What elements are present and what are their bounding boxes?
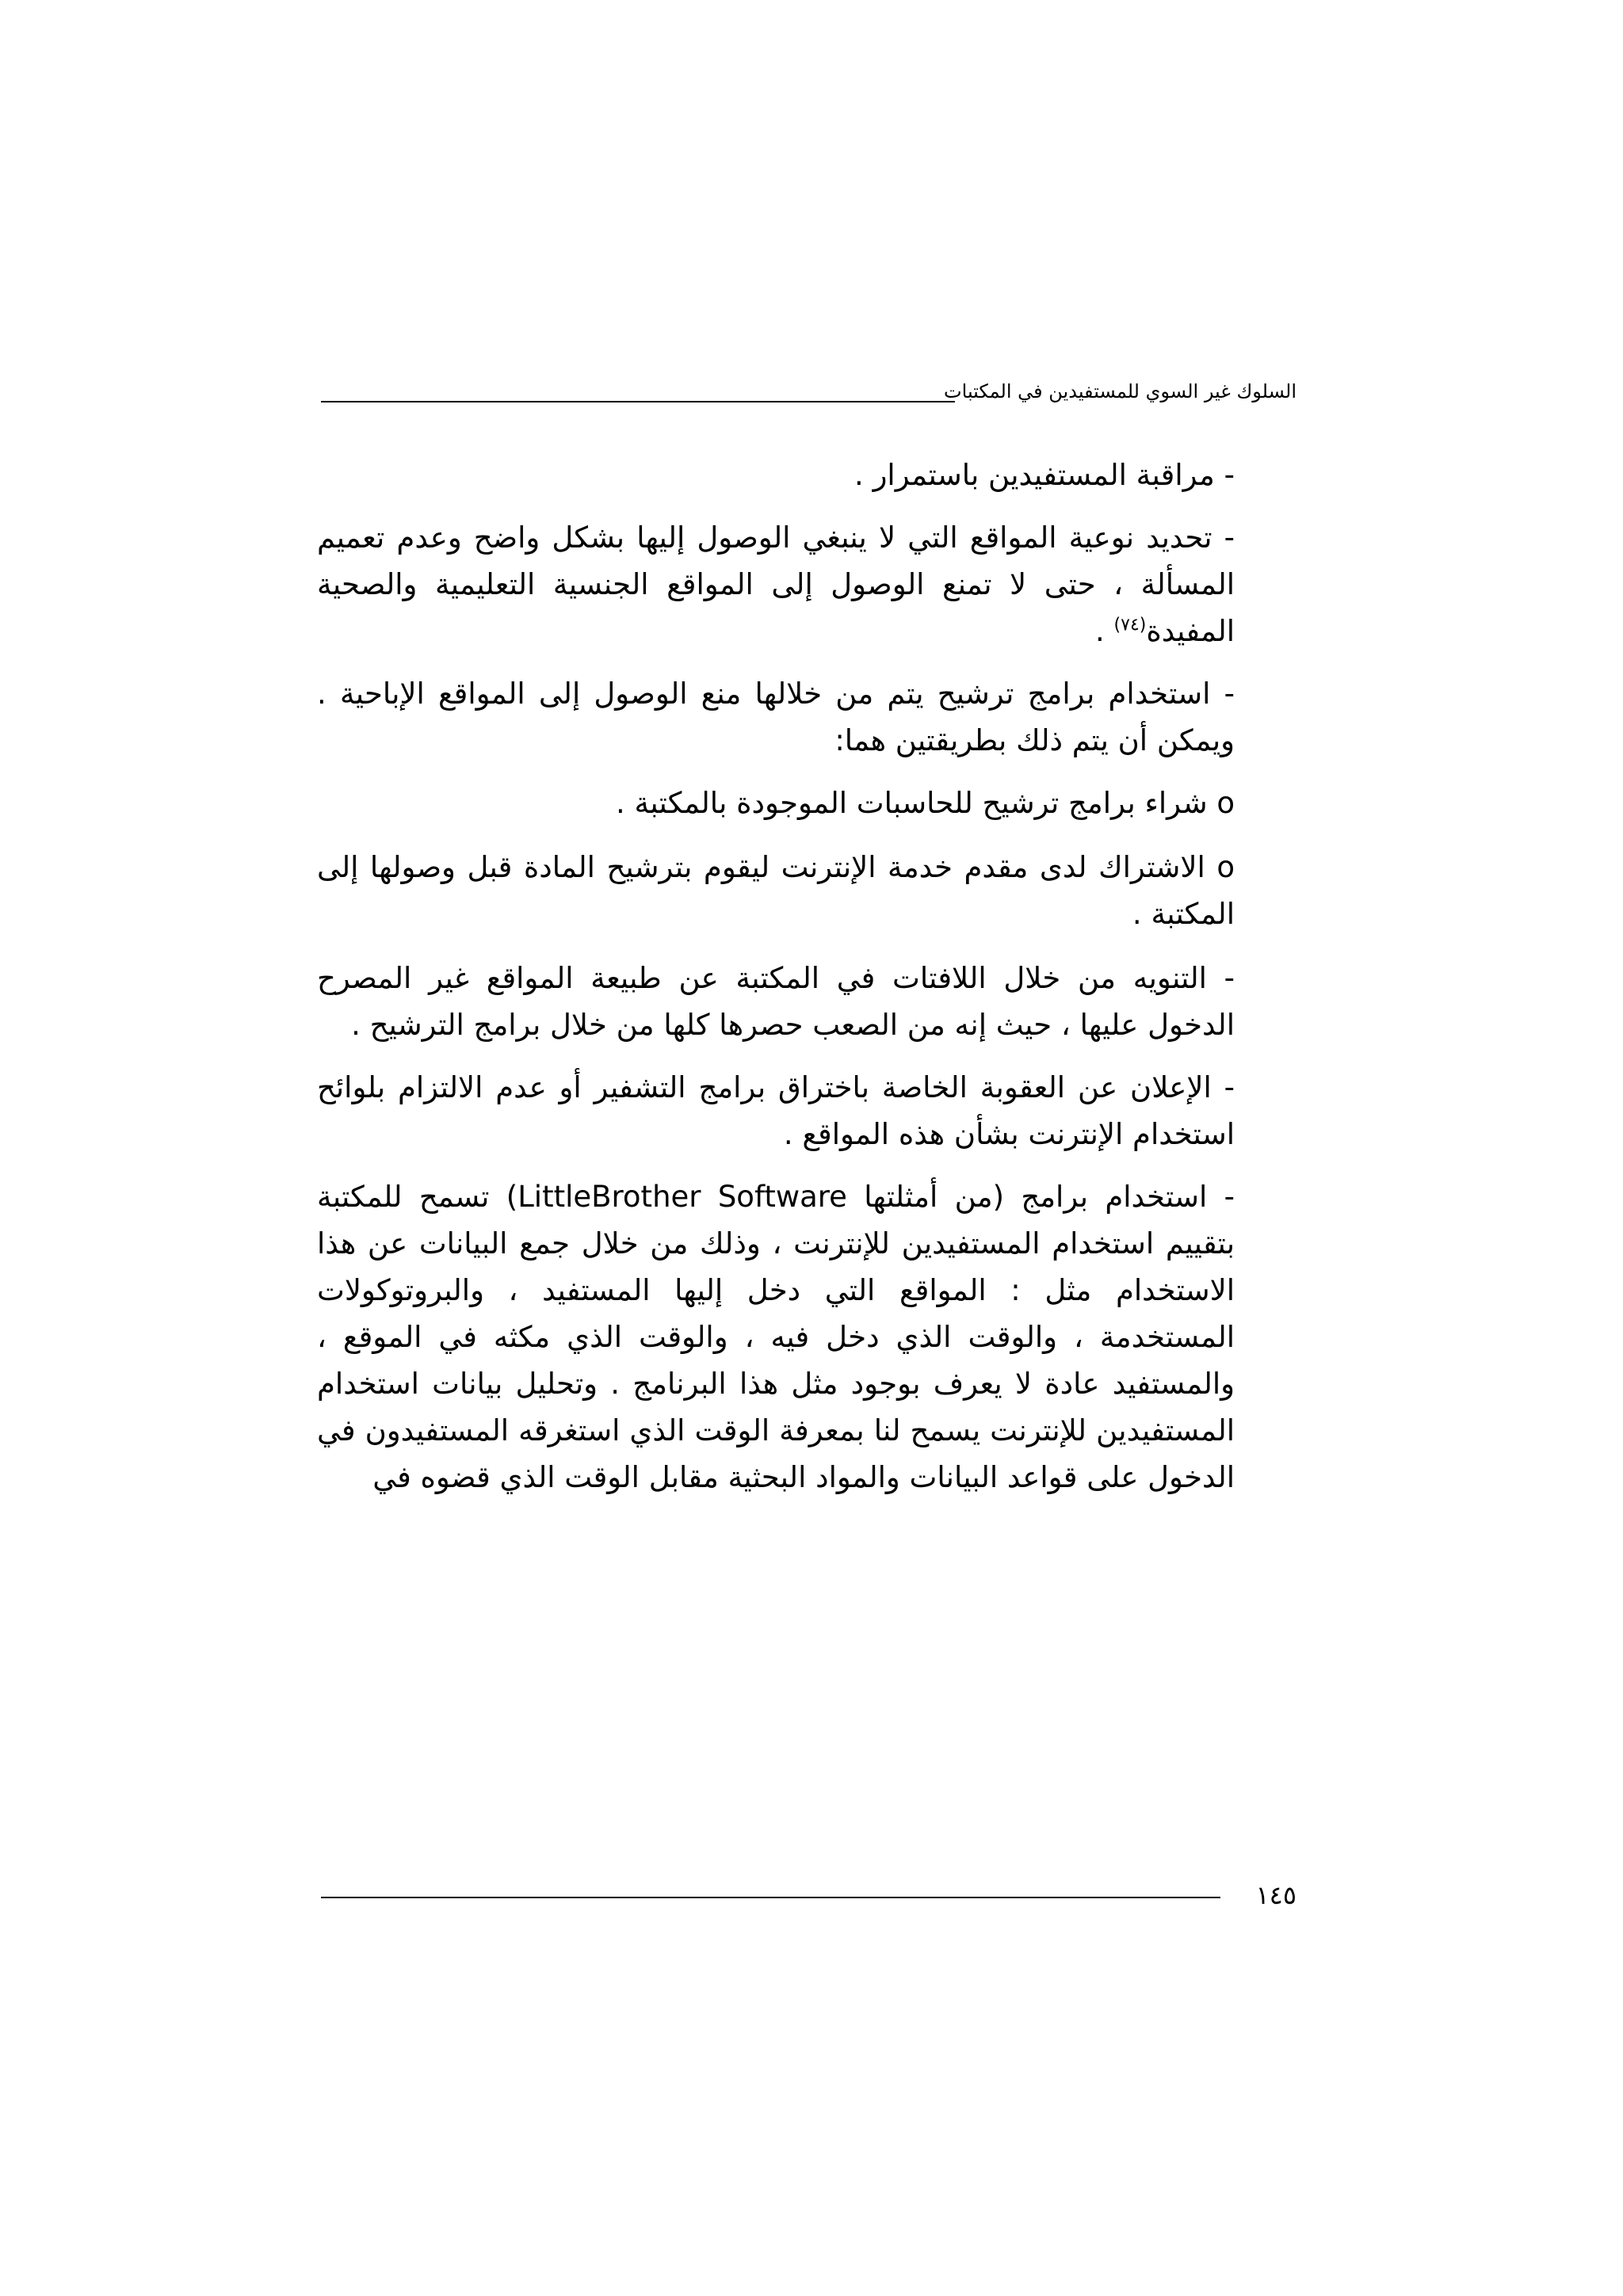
page-number: ١٤٥ xyxy=(1255,1880,1296,1910)
page-header xyxy=(321,379,1296,410)
sub-list-item xyxy=(317,780,1235,826)
item-text: الاشتراك لدى مقدم خدمة الإنترنت ليقوم بترشيح المادة قبل وصولها إلى المكتبة . xyxy=(317,850,1235,931)
item-text: مراقبة المستفيدين باستمرار . xyxy=(854,458,1215,492)
page-footer xyxy=(321,1879,1296,1911)
list-item xyxy=(317,1064,1235,1158)
list-item xyxy=(317,514,1235,654)
footer-rule xyxy=(321,1897,1220,1898)
item-text: التنويه من خلال اللافتات في المكتبة عن طبيعة المواقع غير المصرح الدخول عليها ، حيث إنه من الصعب حصرها كلها من خلال برامج الترشيح . xyxy=(317,961,1235,1042)
header-rule xyxy=(321,401,955,402)
bullet-dash: - xyxy=(1224,521,1235,555)
running-header-title: السلوك غير السوي للمستفيدين في المكتبات xyxy=(944,380,1296,402)
sub-list-item xyxy=(317,844,1235,937)
item-text: الإعلان عن العقوبة الخاصة باختراق برامج التشفير أو عدم الالتزام بلوائح استخدام الإنترنت بشأن هذه المواقع . xyxy=(317,1070,1235,1151)
item-text: استخدام برامج (من أمثلتها LittleBrother Software) تسمح للمكتبة بتقييم استخدام المستفيدين للإنترنت ، وذلك من خلال جمع البيانات عن هذا الاستخدام مثل : المواقع التي دخل إليها المستفيد ، والبروتوكولات المستخدمة ، والوقت الذي دخل فيه ، والوقت الذي مكثه في الموقع ، والمستفيد عادة لا يعرف بوجود مثل هذا البرنامج . وتحليل بيانات استخدام المستفيدين للإنترنت يسمح لنا بمعرفة الوقت الذي استغرقه المستفيدون في الدخول على قواعد البيانات والمواد البحثية مقابل الوقت الذي قضوه في xyxy=(317,1180,1235,1494)
bullet-circle: o xyxy=(1216,850,1235,884)
bullet-dash: - xyxy=(1224,458,1235,492)
bullet-dash: - xyxy=(1224,1070,1235,1104)
item-text: شراء برامج ترشيح للحاسبات الموجودة بالمكتبة . xyxy=(616,786,1208,820)
list-item xyxy=(317,670,1235,764)
list-item xyxy=(317,452,1235,498)
item-text-tail: . xyxy=(1095,614,1114,648)
bullet-dash: - xyxy=(1224,961,1235,995)
list-item xyxy=(317,1173,1235,1501)
page-body xyxy=(317,452,1235,1516)
list-item xyxy=(317,955,1235,1048)
bullet-dash: - xyxy=(1224,1180,1235,1214)
bullet-circle: o xyxy=(1216,786,1235,820)
item-text: استخدام برامج ترشيح يتم من خلالها منع الوصول إلى المواقع الإباحية . ويمكن أن يتم ذلك بطريقتين هما: xyxy=(317,677,1235,757)
bullet-dash: - xyxy=(1224,677,1235,711)
item-text: تحديد نوعية المواقع التي لا ينبغي الوصول إليها بشكل واضح وعدم تعميم المسألة ، حتى لا تمنع الوصول إلى المواقع الجنسية التعليمية والصحية المفيدة xyxy=(317,521,1235,648)
footnote-reference[interactable]: (٧٤) xyxy=(1113,615,1147,635)
